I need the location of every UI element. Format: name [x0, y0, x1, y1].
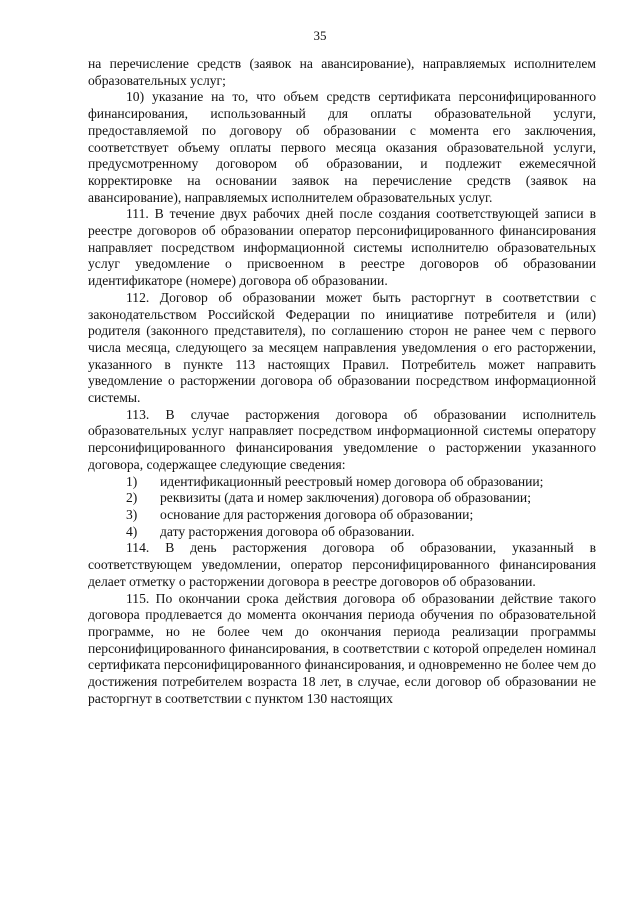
- paragraph-113: 113. В случае расторжения договора об образовании исполнитель образовательных услуг направляет посредством информационной системы оператору персонифицированного финансирования уведомление о расторжении указанного договора, содержащее следующие сведения:: [88, 406, 596, 472]
- list-item-number: 4): [126, 523, 138, 539]
- list-item: [88, 524, 596, 541]
- list-item: [88, 474, 596, 491]
- paragraph-continuation: на перечисление средств (заявок на авансирование), направляемых исполнителем образовательных услуг;: [88, 56, 596, 88]
- list-item-number: 1): [126, 473, 138, 489]
- paragraph-114: 114. В день расторжения договора об образовании, указанный в соответствующем уведомлении, оператор персонифицированного финансирования делает отметку о расторжении договора в реестре договоров об образовании.: [88, 540, 596, 589]
- list-item-text: основание для расторжения договора об образовании;: [160, 506, 474, 522]
- list-item: [88, 507, 596, 524]
- list-item-text: дату расторжения договора об образовании.: [160, 523, 415, 539]
- document-body: [88, 56, 596, 707]
- page-number: 35: [313, 28, 327, 43]
- list-item-text: реквизиты (дата и номер заключения) договора об образовании;: [160, 490, 531, 506]
- paragraph-112: 112. Договор об образовании может быть расторгнут в соответствии с законодательством Российской Федерации по инициативе потребителя и (или) родителя (законного представителя), по соглашению сторон не ранее чем с первого числа месяца, следующего за месяцем направления уведомления о его расторжении, указанного в пункте 113 настоящих Правил. Потребитель может направить уведомление о расторжении договора об образовании посредством информационной системы.: [88, 289, 596, 406]
- list-item-text: идентификационный реестровый номер договора об образовании;: [160, 473, 544, 489]
- list-item: [88, 490, 596, 507]
- paragraph-111: 111. В течение двух рабочих дней после создания соответствующей записи в реестре договоров об образовании оператор персонифицированного финансирования направляет посредством информационной системы исполнителю образовательных услуг уведомление о присвоенном в реестре договоров об образовании идентификаторе (номере) договора об образовании.: [88, 206, 596, 289]
- paragraph-115: 115. По окончании срока действия договора об образовании действие такого договора продлевается до момента окончания периода обучения по образовательной программе, но не более чем до окончания периода реализации программы персонифицированного финансирования, в соответствии с которой определен номинал сертификата персонифицированного финансирования, и одновременно не более чем до достижения потребителем возраста 18 лет, в случае, если договор об образовании не расторгнут в соответствии с пунктом 130 настоящих: [88, 590, 596, 706]
- details-list: [88, 474, 596, 541]
- paragraph-item-10: 10) указание на то, что объем средств сертификата персонифицированного финансирования, использованный для оплаты образовательной услуги, предоставляемой по договору об образовании с момента его заключения, соответствует объему оплаты первого месяца оказания образовательной услуги, предусмотренному договором об образовании, и подлежит ежемесячной корректировке на основании заявок на перечисление средств (заявок на авансирование), направляемых исполнителем образовательных услуг.: [88, 89, 596, 205]
- list-item-number: 3): [126, 506, 138, 522]
- list-item-number: 2): [126, 490, 138, 506]
